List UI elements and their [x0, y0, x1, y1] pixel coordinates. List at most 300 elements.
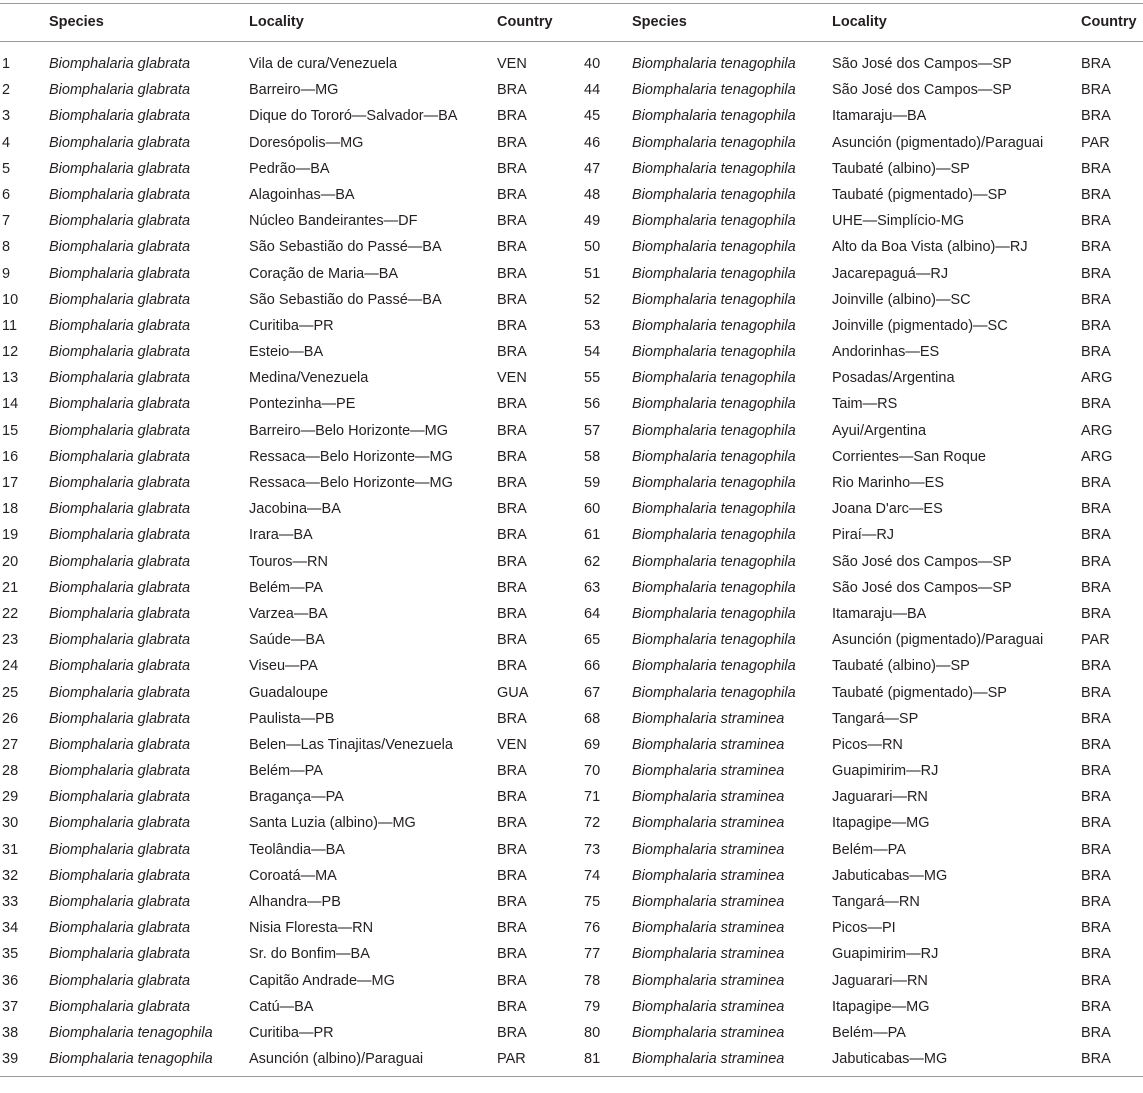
table-row — [0, 261, 1143, 287]
header-locality-left: Locality — [249, 14, 304, 30]
country-right: ARG — [1081, 370, 1113, 387]
header-row — [0, 4, 1143, 41]
locality-left: Pontezinha—PE — [249, 396, 356, 413]
species-right: Biomphalaria tenagophila — [632, 239, 796, 256]
country-right: BRA — [1081, 946, 1111, 963]
header-country-right: Country — [1081, 14, 1137, 30]
species-left: Biomphalaria glabrata — [49, 475, 191, 491]
locality-right: Taubaté (pigmentado)—SP — [832, 186, 1007, 203]
row-number-right: 61 — [584, 527, 601, 544]
header-country-left: Country — [497, 14, 553, 30]
country-left: BRA — [497, 789, 527, 806]
species-right: Biomphalaria tenagophila — [632, 160, 796, 177]
row-number-right: 71 — [584, 789, 601, 806]
table-row — [0, 627, 1143, 653]
table-row — [0, 680, 1143, 706]
table-row — [0, 889, 1143, 915]
species-right: Biomphalaria straminea — [632, 789, 785, 806]
country-right: BRA — [1081, 553, 1111, 570]
locality-left: Barreiro—MG — [249, 82, 339, 99]
table-row — [0, 1046, 1143, 1072]
species-left: Biomphalaria glabrata — [49, 605, 191, 622]
country-left: VEN — [497, 56, 527, 72]
species-right: Biomphalaria tenagophila — [632, 632, 796, 649]
locality-right: UHE—Simplício-MG — [832, 213, 965, 230]
species-right: Biomphalaria tenagophila — [632, 448, 796, 465]
locality-right: São José dos Campos—SP — [832, 553, 1012, 570]
species-left: Biomphalaria glabrata — [49, 789, 191, 806]
locality-right: São José dos Campos—SP — [832, 56, 1012, 72]
locality-left: São Sebastião do Passé—BA — [249, 239, 442, 256]
row-number-left: 11 — [2, 317, 18, 334]
locality-left: Núcleo Bandeirantes—DF — [249, 213, 418, 230]
locality-left: Alhandra—PB — [249, 894, 341, 910]
species-right: Biomphalaria straminea — [632, 1024, 785, 1041]
locality-right: Taubaté (albino)—SP — [832, 658, 970, 675]
country-right: BRA — [1081, 291, 1111, 308]
species-left: Biomphalaria glabrata — [49, 186, 191, 203]
country-right: BRA — [1081, 815, 1111, 832]
country-left: BRA — [497, 998, 527, 1015]
species-right: Biomphalaria tenagophila — [632, 344, 796, 361]
row-number-left: 38 — [2, 1024, 19, 1041]
country-left: BRA — [497, 1024, 527, 1041]
locality-left: Doresópolis—MG — [249, 134, 364, 151]
header-species-right: Species — [632, 14, 687, 30]
table-row — [0, 130, 1143, 156]
species-right: Biomphalaria tenagophila — [632, 213, 796, 230]
species-right: Biomphalaria straminea — [632, 736, 785, 753]
country-right: ARG — [1081, 422, 1113, 439]
locality-right: Itapagipe—MG — [832, 815, 930, 832]
locality-right: Tangará—RN — [832, 894, 920, 910]
species-right: Biomphalaria straminea — [632, 998, 785, 1015]
species-right: Biomphalaria straminea — [632, 1051, 785, 1068]
species-right: Biomphalaria straminea — [632, 841, 785, 858]
table-row — [0, 601, 1143, 627]
country-left: BRA — [497, 841, 527, 858]
species-right: Biomphalaria straminea — [632, 946, 785, 963]
country-left: BRA — [497, 344, 527, 361]
locality-right: Belém—PA — [832, 841, 906, 858]
table-row — [0, 51, 1143, 77]
country-right: BRA — [1081, 841, 1111, 858]
row-number-left: 29 — [2, 789, 19, 806]
table-row — [0, 287, 1143, 313]
species-left: Biomphalaria glabrata — [49, 632, 191, 649]
row-number-left: 18 — [2, 501, 19, 518]
row-number-left: 10 — [2, 291, 19, 308]
locality-right: Jacarepaguá—RJ — [832, 265, 949, 282]
row-number-left: 23 — [2, 632, 19, 649]
row-number-right: 55 — [584, 370, 601, 387]
locality-left: Barreiro—Belo Horizonte—MG — [249, 422, 449, 439]
locality-right: Corrientes—San Roque — [832, 448, 986, 465]
row-number-left: 37 — [2, 998, 19, 1015]
locality-left: Capitão Andrade—MG — [249, 972, 395, 989]
country-right: BRA — [1081, 344, 1111, 361]
country-right: BRA — [1081, 736, 1111, 753]
country-left: GUA — [497, 684, 529, 701]
row-number-right: 75 — [584, 894, 601, 910]
table-row — [0, 444, 1143, 470]
country-left: BRA — [497, 632, 527, 649]
row-number-left: 8 — [2, 239, 11, 256]
locality-right: Picos—RN — [832, 736, 903, 753]
header-locality-right: Locality — [832, 14, 887, 30]
species-right: Biomphalaria straminea — [632, 815, 785, 832]
species-left: Biomphalaria glabrata — [49, 108, 191, 125]
country-left: BRA — [497, 710, 527, 727]
row-number-left: 15 — [2, 422, 19, 439]
row-number-left: 16 — [2, 448, 19, 465]
locality-left: Sr. do Bonfim—BA — [249, 946, 370, 963]
row-number-right: 58 — [584, 448, 601, 465]
species-right: Biomphalaria tenagophila — [632, 579, 796, 596]
table-row — [0, 863, 1143, 889]
row-number-right: 44 — [584, 82, 601, 99]
row-number-left: 3 — [2, 108, 11, 125]
species-right: Biomphalaria tenagophila — [632, 553, 796, 570]
table-row — [0, 496, 1143, 522]
row-number-right: 50 — [584, 239, 601, 256]
species-left: Biomphalaria glabrata — [49, 972, 191, 989]
country-right: BRA — [1081, 265, 1111, 282]
country-right: BRA — [1081, 527, 1111, 544]
species-right: Biomphalaria straminea — [632, 972, 785, 989]
country-left: BRA — [497, 605, 527, 622]
locality-right: Guapimirim—RJ — [832, 946, 939, 963]
locality-left: Guadaloupe — [249, 684, 329, 701]
row-number-right: 66 — [584, 658, 601, 675]
country-left: BRA — [497, 501, 527, 518]
row-number-right: 78 — [584, 972, 601, 989]
country-right: BRA — [1081, 82, 1111, 99]
locality-left: Pedrão—BA — [249, 160, 330, 177]
country-right: BRA — [1081, 160, 1111, 177]
country-right: PAR — [1081, 632, 1110, 649]
species-right: Biomphalaria tenagophila — [632, 501, 796, 518]
row-number-right: 57 — [584, 422, 601, 439]
locality-left: Jacobina—BA — [249, 501, 341, 518]
row-number-right: 45 — [584, 108, 601, 125]
row-number-right: 72 — [584, 815, 601, 832]
country-left: BRA — [497, 317, 527, 334]
locality-left: Bragança—PA — [249, 789, 344, 806]
locality-right: Piraí—RJ — [832, 527, 895, 544]
bottom-rule — [0, 1076, 1143, 1077]
species-left: Biomphalaria glabrata — [49, 317, 191, 334]
country-left: BRA — [497, 972, 527, 989]
row-number-left: 4 — [2, 134, 11, 151]
species-left: Biomphalaria glabrata — [49, 370, 191, 387]
country-left: BRA — [497, 448, 527, 465]
row-number-left: 7 — [2, 213, 11, 230]
locality-right: Joana D'arc—ES — [832, 501, 943, 518]
table-row — [0, 915, 1143, 941]
row-number-left: 6 — [2, 186, 11, 203]
species-left: Biomphalaria glabrata — [49, 291, 191, 308]
country-right: BRA — [1081, 1051, 1111, 1068]
table-row — [0, 339, 1143, 365]
row-number-left: 1 — [2, 56, 11, 72]
locality-left: Coração de Maria—BA — [249, 265, 399, 282]
table-row — [0, 837, 1143, 863]
locality-left: Coroatá—MA — [249, 867, 337, 884]
row-number-right: 60 — [584, 501, 601, 518]
row-number-right: 70 — [584, 763, 601, 780]
table-row — [0, 208, 1143, 234]
locality-left: Medina/Venezuela — [249, 370, 369, 387]
species-right: Biomphalaria tenagophila — [632, 605, 796, 622]
row-number-right: 73 — [584, 841, 601, 858]
species-left: Biomphalaria glabrata — [49, 998, 191, 1015]
locality-right: São José dos Campos—SP — [832, 579, 1012, 596]
row-number-right: 47 — [584, 160, 601, 177]
country-right: BRA — [1081, 579, 1111, 596]
row-number-left: 14 — [2, 396, 19, 413]
species-left: Biomphalaria glabrata — [49, 553, 191, 570]
row-number-right: 64 — [584, 605, 601, 622]
row-number-left: 27 — [2, 736, 19, 753]
species-right: Biomphalaria straminea — [632, 894, 785, 910]
row-number-left: 28 — [2, 763, 19, 780]
locality-left: Teolândia—BA — [249, 841, 345, 858]
country-right: BRA — [1081, 710, 1111, 727]
species-left: Biomphalaria glabrata — [49, 396, 191, 413]
row-number-left: 22 — [2, 605, 19, 622]
country-right: BRA — [1081, 998, 1111, 1015]
country-right: BRA — [1081, 867, 1111, 884]
species-left: Biomphalaria glabrata — [49, 501, 191, 518]
row-number-left: 5 — [2, 160, 11, 177]
country-left: BRA — [497, 920, 527, 937]
locality-left: Curitiba—PR — [249, 1024, 334, 1041]
country-left: BRA — [497, 946, 527, 963]
species-left: Biomphalaria glabrata — [49, 894, 191, 910]
country-left: BRA — [497, 160, 527, 177]
row-number-left: 9 — [2, 265, 11, 282]
locality-right: Itapagipe—MG — [832, 998, 930, 1015]
locality-right: Joinville (pigmentado)—SC — [832, 317, 1008, 334]
row-number-right: 68 — [584, 710, 601, 727]
species-right: Biomphalaria tenagophila — [632, 134, 796, 151]
country-left: BRA — [497, 108, 527, 125]
locality-left: Ressaca—Belo Horizonte—MG — [249, 475, 453, 491]
table-row — [0, 156, 1143, 182]
locality-left: Santa Luzia (albino)—MG — [249, 815, 416, 832]
species-right: Biomphalaria tenagophila — [632, 82, 796, 99]
locality-right: Alto da Boa Vista (albino)—RJ — [832, 239, 1028, 256]
row-number-left: 20 — [2, 553, 19, 570]
table-row — [0, 103, 1143, 129]
row-number-left: 25 — [2, 684, 19, 701]
country-left: BRA — [497, 265, 527, 282]
country-right: BRA — [1081, 605, 1111, 622]
locality-left: Ressaca—Belo Horizonte—MG — [249, 448, 453, 465]
row-number-left: 33 — [2, 894, 19, 910]
country-right: BRA — [1081, 501, 1111, 518]
species-left: Biomphalaria glabrata — [49, 658, 191, 675]
row-number-right: 79 — [584, 998, 601, 1015]
row-number-left: 36 — [2, 972, 19, 989]
locality-right: Tangará—SP — [832, 710, 919, 727]
locality-right: Joinville (albino)—SC — [832, 291, 971, 308]
row-number-left: 39 — [2, 1051, 19, 1068]
country-right: BRA — [1081, 239, 1111, 256]
locality-left: Alagoinhas—BA — [249, 186, 355, 203]
row-number-right: 48 — [584, 186, 601, 203]
species-right: Biomphalaria tenagophila — [632, 370, 796, 387]
table-row — [0, 522, 1143, 548]
row-number-right: 77 — [584, 946, 601, 963]
row-number-left: 19 — [2, 527, 19, 544]
row-number-left: 12 — [2, 344, 19, 361]
country-right: BRA — [1081, 894, 1111, 910]
species-left: Biomphalaria glabrata — [49, 134, 191, 151]
locality-left: Catú—BA — [249, 998, 314, 1015]
country-right: ARG — [1081, 448, 1113, 465]
row-number-right: 56 — [584, 396, 601, 413]
locality-right: Belém—PA — [832, 1024, 906, 1041]
row-number-right: 65 — [584, 632, 601, 649]
species-right: Biomphalaria tenagophila — [632, 108, 796, 125]
species-right: Biomphalaria tenagophila — [632, 396, 796, 413]
row-number-right: 52 — [584, 291, 601, 308]
locality-right: Ayui/Argentina — [832, 422, 927, 439]
table-row — [0, 77, 1143, 103]
locality-right: Jaguarari—RN — [832, 972, 928, 989]
locality-right: Itamaraju—BA — [832, 108, 927, 125]
table-row — [0, 968, 1143, 994]
table-body — [0, 42, 1143, 1076]
row-number-right: 69 — [584, 736, 601, 753]
locality-left: Belém—PA — [249, 763, 323, 780]
row-number-left: 17 — [2, 475, 19, 491]
species-right: Biomphalaria tenagophila — [632, 422, 796, 439]
row-number-right: 51 — [584, 265, 601, 282]
row-number-right: 46 — [584, 134, 601, 151]
row-number-right: 40 — [584, 56, 601, 72]
country-right: BRA — [1081, 396, 1111, 413]
row-number-right: 63 — [584, 579, 601, 596]
species-left: Biomphalaria glabrata — [49, 710, 191, 727]
row-number-right: 59 — [584, 475, 601, 491]
row-number-left: 24 — [2, 658, 19, 675]
row-number-right: 67 — [584, 684, 601, 701]
country-right: BRA — [1081, 317, 1111, 334]
species-left: Biomphalaria glabrata — [49, 946, 191, 963]
locality-right: Taim—RS — [832, 396, 898, 413]
country-left: BRA — [497, 894, 527, 910]
species-right: Biomphalaria straminea — [632, 867, 785, 884]
species-left: Biomphalaria glabrata — [49, 422, 191, 439]
country-left: BRA — [497, 213, 527, 230]
locality-right: São José dos Campos—SP — [832, 82, 1012, 99]
country-left: PAR — [497, 1051, 526, 1068]
table-row — [0, 575, 1143, 601]
country-left: BRA — [497, 867, 527, 884]
locality-right: Jabuticabas—MG — [832, 1051, 948, 1068]
species-right: Biomphalaria tenagophila — [632, 475, 796, 491]
country-left: BRA — [497, 815, 527, 832]
row-number-left: 26 — [2, 710, 19, 727]
row-number-right: 62 — [584, 553, 601, 570]
row-number-right: 54 — [584, 344, 601, 361]
locality-left: Varzea—BA — [249, 605, 328, 622]
locality-left: Dique do Tororó—Salvador—BA — [249, 108, 458, 125]
country-left: BRA — [497, 82, 527, 99]
species-right: Biomphalaria tenagophila — [632, 658, 796, 675]
country-left: BRA — [497, 553, 527, 570]
row-number-right: 53 — [584, 317, 601, 334]
locality-left: Belen—Las Tinajitas/Venezuela — [249, 736, 453, 753]
row-number-left: 32 — [2, 867, 19, 884]
table-row — [0, 182, 1143, 208]
table-row — [0, 470, 1143, 496]
row-number-right: 81 — [584, 1051, 601, 1068]
row-number-left: 34 — [2, 920, 19, 937]
table-row — [0, 706, 1143, 732]
header-species-left: Species — [49, 14, 104, 30]
species-left: Biomphalaria glabrata — [49, 239, 191, 256]
species-left: Biomphalaria glabrata — [49, 867, 191, 884]
country-right: BRA — [1081, 684, 1111, 701]
species-left: Biomphalaria glabrata — [49, 56, 191, 72]
locality-left: Nisia Floresta—RN — [249, 920, 374, 937]
locality-left: Viseu—PA — [249, 658, 318, 675]
country-left: BRA — [497, 422, 527, 439]
species-right: Biomphalaria straminea — [632, 920, 785, 937]
locality-right: Guapimirim—RJ — [832, 763, 939, 780]
country-left: BRA — [497, 396, 527, 413]
locality-left: Touros—RN — [249, 553, 328, 570]
country-right: PAR — [1081, 134, 1110, 151]
species-left: Biomphalaria glabrata — [49, 344, 191, 361]
table-row — [0, 810, 1143, 836]
species-left: Biomphalaria glabrata — [49, 841, 191, 858]
species-left: Biomphalaria glabrata — [49, 160, 191, 177]
species-right: Biomphalaria straminea — [632, 763, 785, 780]
locality-right: Taubaté (albino)—SP — [832, 160, 970, 177]
row-number-left: 30 — [2, 815, 19, 832]
country-left: BRA — [497, 291, 527, 308]
country-right: BRA — [1081, 213, 1111, 230]
species-left: Biomphalaria glabrata — [49, 265, 191, 282]
country-left: BRA — [497, 239, 527, 256]
species-right: Biomphalaria tenagophila — [632, 265, 796, 282]
row-number-right: 74 — [584, 867, 601, 884]
species-left: Biomphalaria glabrata — [49, 527, 191, 544]
country-right: BRA — [1081, 56, 1111, 72]
species-left: Biomphalaria tenagophila — [49, 1051, 213, 1068]
country-right: BRA — [1081, 972, 1111, 989]
locality-left: Asunción (albino)/Paraguai — [249, 1051, 424, 1068]
row-number-right: 49 — [584, 213, 601, 230]
row-number-left: 35 — [2, 946, 19, 963]
species-left: Biomphalaria tenagophila — [49, 1024, 213, 1041]
species-right: Biomphalaria tenagophila — [632, 527, 796, 544]
row-number-left: 13 — [2, 370, 19, 387]
species-left: Biomphalaria glabrata — [49, 684, 191, 701]
locality-right: Picos—PI — [832, 920, 896, 937]
species-right: Biomphalaria tenagophila — [632, 56, 796, 72]
locality-left: Vila de cura/Venezuela — [249, 56, 398, 72]
locality-right: Rio Marinho—ES — [832, 475, 945, 491]
locality-left: Curitiba—PR — [249, 317, 334, 334]
table-row — [0, 391, 1143, 417]
species-left: Biomphalaria glabrata — [49, 815, 191, 832]
